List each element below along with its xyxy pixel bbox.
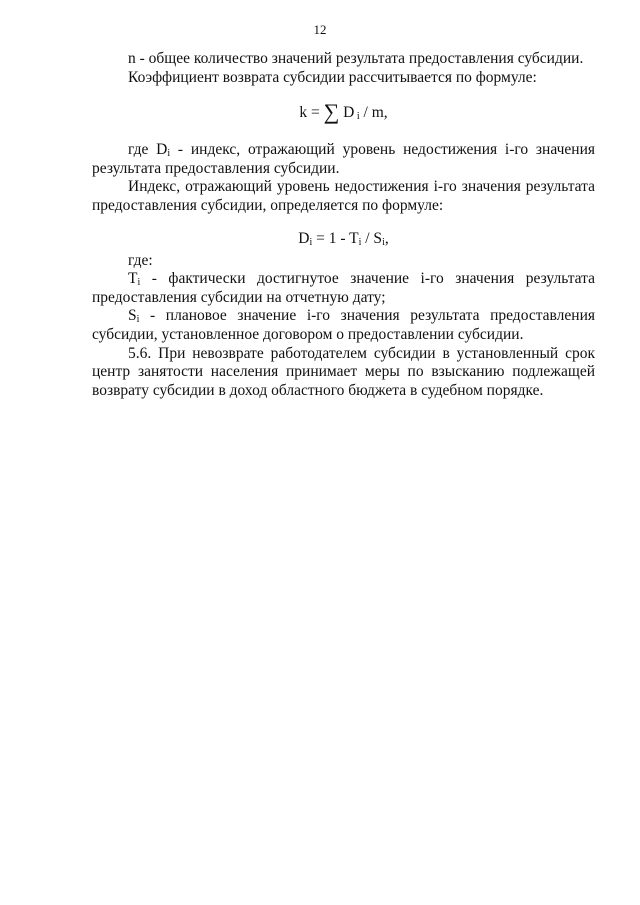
paragraph-coefficient-intro: Коэффициент возврата субсидии рассчитывается по формуле: [128,68,537,86]
d-def-prefix: где D [128,141,168,159]
t-def-sub: i [137,277,141,289]
page-number: 12 [313,22,327,37]
formula-k-lhs: k = [299,104,324,122]
formula-d-mid: = 1 - T [312,229,359,247]
paragraph-t-definition [92,270,595,307]
s-def-sub: i [136,314,140,326]
paragraph-n-definition: n - общее количество значений результата предоставления субсидии. [128,50,584,67]
sigma-symbol: ∑ [323,99,340,125]
t-def-symbol: T [128,270,138,288]
formula-d-d: D [298,229,310,247]
formula-d [92,228,595,250]
paragraph-clause-5-6: 5.6. При невозврате работодателем субсидии в установленный срок центр занятости населения принимает меры по взысканию подлежащей возврату субсидии в доход областного бюджета в судебном порядке. [92,344,595,399]
formula-k [92,99,595,125]
paragraph-index-intro: Индекс, отражающий уровень недостижения i-го значения результата предоставления субсидии, определяется по формуле: [92,178,595,214]
formula-d-t-sub: i [358,236,362,248]
paragraph-where-label: где: [128,251,153,269]
formula-k-sub: i [354,111,360,123]
s-def-symbol: S [128,307,137,325]
formula-k-rest: / m, [359,104,388,122]
document-body [92,50,595,400]
d-def-text: - индекс, отражающий уровень недостижения i-го значения результата предоставления субсидии. [92,141,595,177]
d-def-sub: i [167,148,171,160]
t-def-text: - фактически достигнутое значение i-го значения результата предоставления субсидии на отчетную дату; [92,270,595,306]
formula-d-end: , [384,229,389,247]
s-def-text: - плановое значение i-го значения результата предоставления субсидии, установленное договором о предоставлении субсидии. [92,307,595,343]
formula-k-var: D [339,104,355,122]
formula-d-s-sub: i [382,236,385,248]
paragraph-s-definition [92,307,595,344]
formula-d-d-sub: i [309,236,313,248]
formula-d-slash: / S [361,229,383,247]
paragraph-d-definition [92,141,595,178]
